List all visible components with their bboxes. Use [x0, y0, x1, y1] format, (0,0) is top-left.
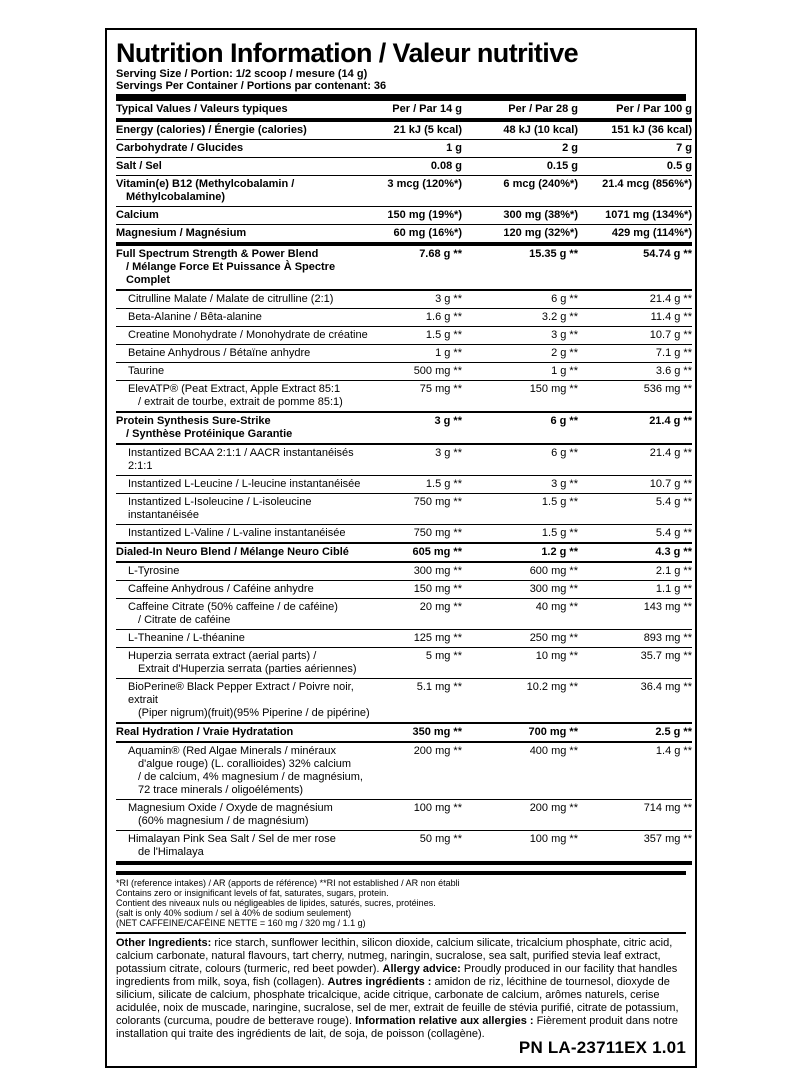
blend-row-value-100g: 4.3 g ** [578, 543, 692, 562]
ingredient-row [116, 562, 692, 581]
ingredient-row-value-100g: 1.4 g ** [578, 742, 692, 800]
table-header-row [116, 101, 692, 120]
ingredient-row [116, 381, 692, 413]
blend-row-value-100g: 54.74 g ** [578, 244, 692, 290]
ingredient-row [116, 648, 692, 679]
name-line: (60% magnesium / de magnésium) [138, 815, 309, 827]
part-number: PN LA-23711EX 1.01 [518, 1038, 686, 1057]
name-line: Himalayan Pink Sea Salt / Sel de mer rose [128, 833, 336, 845]
ingredient-row-value-100g: 143 mg ** [578, 599, 692, 630]
ingredient-row-value-28g: 10.2 mg ** [462, 679, 578, 724]
ingredient-row-value-28g: 40 mg ** [462, 599, 578, 630]
ingredient-row-value-14g: 1.6 g ** [372, 309, 462, 327]
name-line: Vitamin(e) B12 (Methylcobalamin / [116, 178, 295, 190]
ingredient-row [116, 290, 692, 309]
allergy-advice-text: Proudly produced in our facility that handles ingredients from milk, soya, fish (collagen). [116, 963, 678, 988]
ingredient-row-value-28g: 1.5 g ** [462, 494, 578, 525]
blend-row-value-14g: 7.68 g ** [372, 244, 462, 290]
ingredient-row-value-14g: 750 mg ** [372, 494, 462, 525]
nutrient-row-value-28g: 120 mg (32%*) [462, 225, 578, 245]
ingredient-row-value-14g: 5.1 mg ** [372, 679, 462, 724]
nutrient-row-value-28g: 2 g [462, 140, 578, 158]
name-line: Dialed-In Neuro Blend / Mélange Neuro Ciblé [116, 546, 349, 558]
nutrient-row-value-14g: 150 mg (19%*) [372, 207, 462, 225]
ingredient-row-value-28g: 200 mg ** [462, 800, 578, 831]
ingredient-row-value-14g: 200 mg ** [372, 742, 462, 800]
footnote-line: *RI (reference intakes) / AR (apports de référence) **RI not established / AR non établi [116, 878, 460, 888]
name-line: Magnesium / Magnésium [116, 227, 247, 239]
ingredient-row-value-14g: 1.5 g ** [372, 327, 462, 345]
other-ingredients [116, 934, 686, 1041]
ingredient-row-name [116, 444, 372, 476]
ingredient-row-value-28g: 1.5 g ** [462, 525, 578, 544]
name-line: (Piper nigrum)(fruit)(95% Piperine / de pipérine) [138, 707, 370, 719]
ingredient-row-name [116, 327, 372, 345]
ingredient-row-value-100g: 3.6 g ** [578, 363, 692, 381]
blend-row-value-100g: 2.5 g ** [578, 723, 692, 742]
ingredient-row-value-14g: 1.5 g ** [372, 476, 462, 494]
ingredient-row [116, 831, 692, 864]
ingredient-row-value-28g: 400 mg ** [462, 742, 578, 800]
name-line: Citrulline Malate / Malate de citrulline (2:1) [128, 293, 334, 305]
nutrient-row-name [116, 158, 372, 176]
blend-row-value-28g: 1.2 g ** [462, 543, 578, 562]
ingredient-row-value-100g: 5.4 g ** [578, 494, 692, 525]
header-per-28g: Per / Par 28 g [462, 101, 578, 120]
ingredient-row-value-14g: 5 mg ** [372, 648, 462, 679]
ingredient-row-value-14g: 100 mg ** [372, 800, 462, 831]
ingredient-row-value-100g: 536 mg ** [578, 381, 692, 413]
nutrient-row-name [116, 207, 372, 225]
ingredient-row-name [116, 599, 372, 630]
ingredient-row-value-28g: 10 mg ** [462, 648, 578, 679]
ingredient-row [116, 742, 692, 800]
name-line: Instantized BCAA 2:1:1 / AACR instantanéisés 2:1:1 [128, 447, 354, 472]
ingredient-row-name [116, 345, 372, 363]
blend-row [116, 244, 692, 290]
autres-ingredients-text: amidon de riz, lécithine de tournesol, dioxyde de silicium, silicate de calcium, phosphate tricalcique, acide citrique, carbonate de calcium, arômes naturels, cerise acidulée, noix de muscade, naringine, sucralose, sel de mer, extrait de feuille de stévia purifié, citrate de potassium, colorants (curcuma, poudre de betterave rouge). [116, 976, 679, 1027]
name-line: L-Tyrosine [128, 565, 180, 577]
name-line: Beta-Alanine / Bêta-alanine [128, 311, 262, 323]
blend-row-value-28g: 700 mg ** [462, 723, 578, 742]
nutrient-row-value-14g: 60 mg (16%*) [372, 225, 462, 245]
ingredient-row-value-100g: 35.7 mg ** [578, 648, 692, 679]
ingredient-row-value-28g: 600 mg ** [462, 562, 578, 581]
autres-ingredients-label: Autres ingrédients : [327, 976, 432, 988]
ingredient-row [116, 679, 692, 724]
ingredient-row-value-14g: 20 mg ** [372, 599, 462, 630]
footnotes [116, 875, 686, 928]
name-line: Caffeine Citrate (50% caffeine / de caféine) [128, 601, 338, 613]
blend-row [116, 723, 692, 742]
ingredient-row [116, 599, 692, 630]
ingredient-row-value-14g: 3 g ** [372, 290, 462, 309]
nutrient-row-value-14g: 1 g [372, 140, 462, 158]
ingredient-row-value-100g: 11.4 g ** [578, 309, 692, 327]
ingredient-row [116, 494, 692, 525]
ingredient-row-name [116, 581, 372, 599]
nutrient-row-value-28g: 6 mcg (240%*) [462, 176, 578, 207]
nutrient-row-value-100g: 1071 mg (134%*) [578, 207, 692, 225]
nutrient-row [116, 120, 692, 140]
nutrition-label-frame [105, 28, 697, 1068]
ingredient-row-value-28g: 3.2 g ** [462, 309, 578, 327]
footnote-line: Contains zero or insignificant levels of fat, saturates, sugars, protein. [116, 888, 389, 898]
nutrient-row-value-28g: 300 mg (38%*) [462, 207, 578, 225]
ingredient-row-value-100g: 21.4 g ** [578, 290, 692, 309]
ingredient-row-name [116, 290, 372, 309]
ingredient-row-value-100g: 36.4 mg ** [578, 679, 692, 724]
nutrient-row [116, 207, 692, 225]
ingredient-row-value-100g: 2.1 g ** [578, 562, 692, 581]
ingredient-row-name [116, 742, 372, 800]
blend-row-value-14g: 3 g ** [372, 412, 462, 444]
name-line: Full Spectrum Strength & Power Blend [116, 248, 319, 260]
name-line: Méthylcobalamine) [126, 191, 226, 203]
ingredient-row-value-100g: 5.4 g ** [578, 525, 692, 544]
name-line: / de calcium, 4% magnesium / de magnésium, [138, 771, 363, 783]
header-per-14g: Per / Par 14 g [372, 101, 462, 120]
servings-per-container: Servings Per Container / Portions par contenant: 36 [116, 80, 387, 92]
footnote-line: (NET CAFFEINE/CAFÉINE NETTE = 160 mg / 320 mg / 1.1 g) [116, 918, 366, 928]
nutrient-row-value-100g: 0.5 g [578, 158, 692, 176]
name-line: Protein Synthesis Sure-Strike [116, 415, 271, 427]
ingredient-row-name [116, 525, 372, 544]
footnote-line: Contient des niveaux nuls ou négligeables de lipides, saturés, sucres, protéines. [116, 898, 436, 908]
footnote-line: (salt is only 40% sodium / sel à 40% de sodium seulement) [116, 908, 352, 918]
allergies-fr-text: Fièrement produit dans notre installation qui traite des ingrédients de lait, de soja, de poisson (collagène). [116, 1015, 678, 1040]
ingredient-row-name [116, 630, 372, 648]
nutrient-row-value-14g: 0.08 g [372, 158, 462, 176]
nutrient-row [116, 140, 692, 158]
nutrient-row-value-100g: 429 mg (114%*) [578, 225, 692, 245]
name-line: ElevATP® (Peat Extract, Apple Extract 85:1 [128, 383, 341, 395]
blend-row [116, 412, 692, 444]
ingredient-row-value-100g: 10.7 g ** [578, 476, 692, 494]
nutrient-row [116, 158, 692, 176]
ingredient-row-name [116, 363, 372, 381]
ingredient-row-value-28g: 150 mg ** [462, 381, 578, 413]
name-line: / Synthèse Protéinique Garantie [126, 428, 293, 440]
name-line: Huperzia serrata extract (aerial parts) / [128, 650, 317, 662]
ingredient-row-value-100g: 714 mg ** [578, 800, 692, 831]
name-line: / Mélange Force Et Puissance À Spectre Complet [126, 261, 336, 286]
ingredient-row-value-14g: 750 mg ** [372, 525, 462, 544]
allergy-advice-label: Allergy advice: [382, 963, 461, 975]
blend-row-value-28g: 6 g ** [462, 412, 578, 444]
ingredient-row [116, 363, 692, 381]
ingredient-row [116, 444, 692, 476]
ingredient-row-value-14g: 125 mg ** [372, 630, 462, 648]
ingredient-row-value-100g: 7.1 g ** [578, 345, 692, 363]
nutrient-row-name [116, 176, 372, 207]
name-line: Taurine [128, 365, 165, 377]
divider-bar [116, 94, 686, 101]
ingredient-row [116, 309, 692, 327]
blend-row-value-28g: 15.35 g ** [462, 244, 578, 290]
ingredient-row-name [116, 679, 372, 724]
name-line: / extrait de tourbe, extrait de pomme 85:1) [138, 396, 343, 408]
ingredient-row-name [116, 648, 372, 679]
name-line: / Citrate de caféine [138, 614, 231, 626]
name-line: Calcium [116, 209, 159, 221]
ingredient-row [116, 525, 692, 544]
ingredient-row-value-28g: 250 mg ** [462, 630, 578, 648]
ingredient-row-name [116, 562, 372, 581]
name-line: Instantized L-Isoleucine / L-isoleucine instantanéisée [128, 496, 312, 521]
blend-row-value-14g: 605 mg ** [372, 543, 462, 562]
nutrient-row-name [116, 120, 372, 140]
ingredient-row-value-14g: 3 g ** [372, 444, 462, 476]
name-line: Magnesium Oxide / Oxyde de magnésium [128, 802, 333, 814]
ingredient-row-name [116, 309, 372, 327]
nutrient-row-value-14g: 3 mcg (120%*) [372, 176, 462, 207]
ingredient-row-value-100g: 893 mg ** [578, 630, 692, 648]
nutrient-row-value-28g: 0.15 g [462, 158, 578, 176]
blend-row [116, 543, 692, 562]
nutrient-row-name [116, 140, 372, 158]
ingredient-row-value-14g: 500 mg ** [372, 363, 462, 381]
nutrient-row-value-100g: 151 kJ (36 kcal) [578, 120, 692, 140]
ingredient-row-value-28g: 300 mg ** [462, 581, 578, 599]
ingredient-row-value-28g: 1 g ** [462, 363, 578, 381]
name-line: Instantized L-Valine / L-valine instantanéisée [128, 527, 346, 539]
name-line: Instantized L-Leucine / L-leucine instantanéisée [128, 478, 361, 490]
name-line: Energy (calories) / Énergie (calories) [116, 124, 307, 136]
ingredient-row [116, 581, 692, 599]
blend-row-name [116, 723, 372, 742]
ingredient-row-value-100g: 21.4 g ** [578, 444, 692, 476]
other-ingredients-label: Other Ingredients: [116, 937, 212, 949]
blend-row-value-14g: 350 mg ** [372, 723, 462, 742]
name-line: Extrait d'Huperzia serrata (parties aériennes) [138, 663, 357, 675]
name-line: 72 trace minerals / oligoéléments) [138, 784, 304, 796]
blend-row-name [116, 412, 372, 444]
nutrient-row-value-100g: 21.4 mcg (856%*) [578, 176, 692, 207]
other-ingredients-text: rice starch, sunflower lecithin, silicon dioxide, calcium silicate, tricalcium phosphate, citric acid, calcium carbonate, natural flavours, tart cherry, nutmeg, naringin, sucralose, sea salt, purified stevia leaf extract, potassium citrate, colours (turmeric, red beet powder). [116, 937, 673, 975]
ingredient-row-value-28g: 6 g ** [462, 290, 578, 309]
name-line: Betaine Anhydrous / Bétaïne anhydre [128, 347, 311, 359]
blend-row-name [116, 543, 372, 562]
nutrition-label [116, 38, 692, 1041]
ingredient-row-value-28g: 3 g ** [462, 327, 578, 345]
header-per-100g: Per / Par 100 g [578, 101, 692, 120]
name-line: Salt / Sel [116, 160, 162, 172]
blend-row-name [116, 244, 372, 290]
name-line: de l'Himalaya [138, 846, 204, 858]
name-line: BioPerine® Black Pepper Extract / Poivre noir, extrait [128, 681, 354, 706]
ingredient-row-value-28g: 100 mg ** [462, 831, 578, 864]
name-line: Real Hydration / Vraie Hydratation [116, 726, 294, 738]
ingredient-row-value-14g: 300 mg ** [372, 562, 462, 581]
ingredient-row-value-100g: 357 mg ** [578, 831, 692, 864]
ingredient-row-value-28g: 6 g ** [462, 444, 578, 476]
name-line: L-Theanine / L-théanine [128, 632, 245, 644]
ingredient-row-name [116, 831, 372, 864]
ingredient-row-value-100g: 10.7 g ** [578, 327, 692, 345]
nutrient-row-value-14g: 21 kJ (5 kcal) [372, 120, 462, 140]
label-title: Nutrition Information / Valeur nutritive [116, 38, 579, 68]
name-line: Carbohydrate / Glucides [116, 142, 244, 154]
name-line: Caffeine Anhydrous / Caféine anhydre [128, 583, 314, 595]
ingredient-row [116, 630, 692, 648]
ingredient-row [116, 345, 692, 363]
ingredient-row-value-28g: 2 g ** [462, 345, 578, 363]
nutrient-row [116, 225, 692, 245]
serving-size: Serving Size / Portion: 1/2 scoop / mesure (14 g) [116, 68, 368, 80]
ingredient-row-value-14g: 150 mg ** [372, 581, 462, 599]
name-line: Creatine Monohydrate / Monohydrate de créatine [128, 329, 368, 341]
name-line: d'algue rouge) (L. corallioides) 32% calcium [138, 758, 352, 770]
ingredient-row-name [116, 381, 372, 413]
ingredient-row-value-100g: 1.1 g ** [578, 581, 692, 599]
blend-row-value-100g: 21.4 g ** [578, 412, 692, 444]
nutrient-row-value-100g: 7 g [578, 140, 692, 158]
ingredient-row-value-14g: 50 mg ** [372, 831, 462, 864]
ingredient-row-value-28g: 3 g ** [462, 476, 578, 494]
header-typical-values: Typical Values / Valeurs typiques [116, 101, 372, 120]
ingredient-row-value-14g: 75 mg ** [372, 381, 462, 413]
nutrient-row [116, 176, 692, 207]
name-line: Aquamin® (Red Algae Minerals / minéraux [128, 745, 337, 757]
ingredient-row-name [116, 494, 372, 525]
nutrition-table [116, 101, 692, 865]
ingredient-row-name [116, 476, 372, 494]
ingredient-row-name [116, 800, 372, 831]
ingredient-row-value-14g: 1 g ** [372, 345, 462, 363]
nutrient-row-name [116, 225, 372, 245]
ingredient-row [116, 327, 692, 345]
ingredient-row [116, 476, 692, 494]
allergies-fr-label: Information relative aux allergies : [355, 1015, 534, 1027]
nutrient-row-value-28g: 48 kJ (10 kcal) [462, 120, 578, 140]
ingredient-row [116, 800, 692, 831]
